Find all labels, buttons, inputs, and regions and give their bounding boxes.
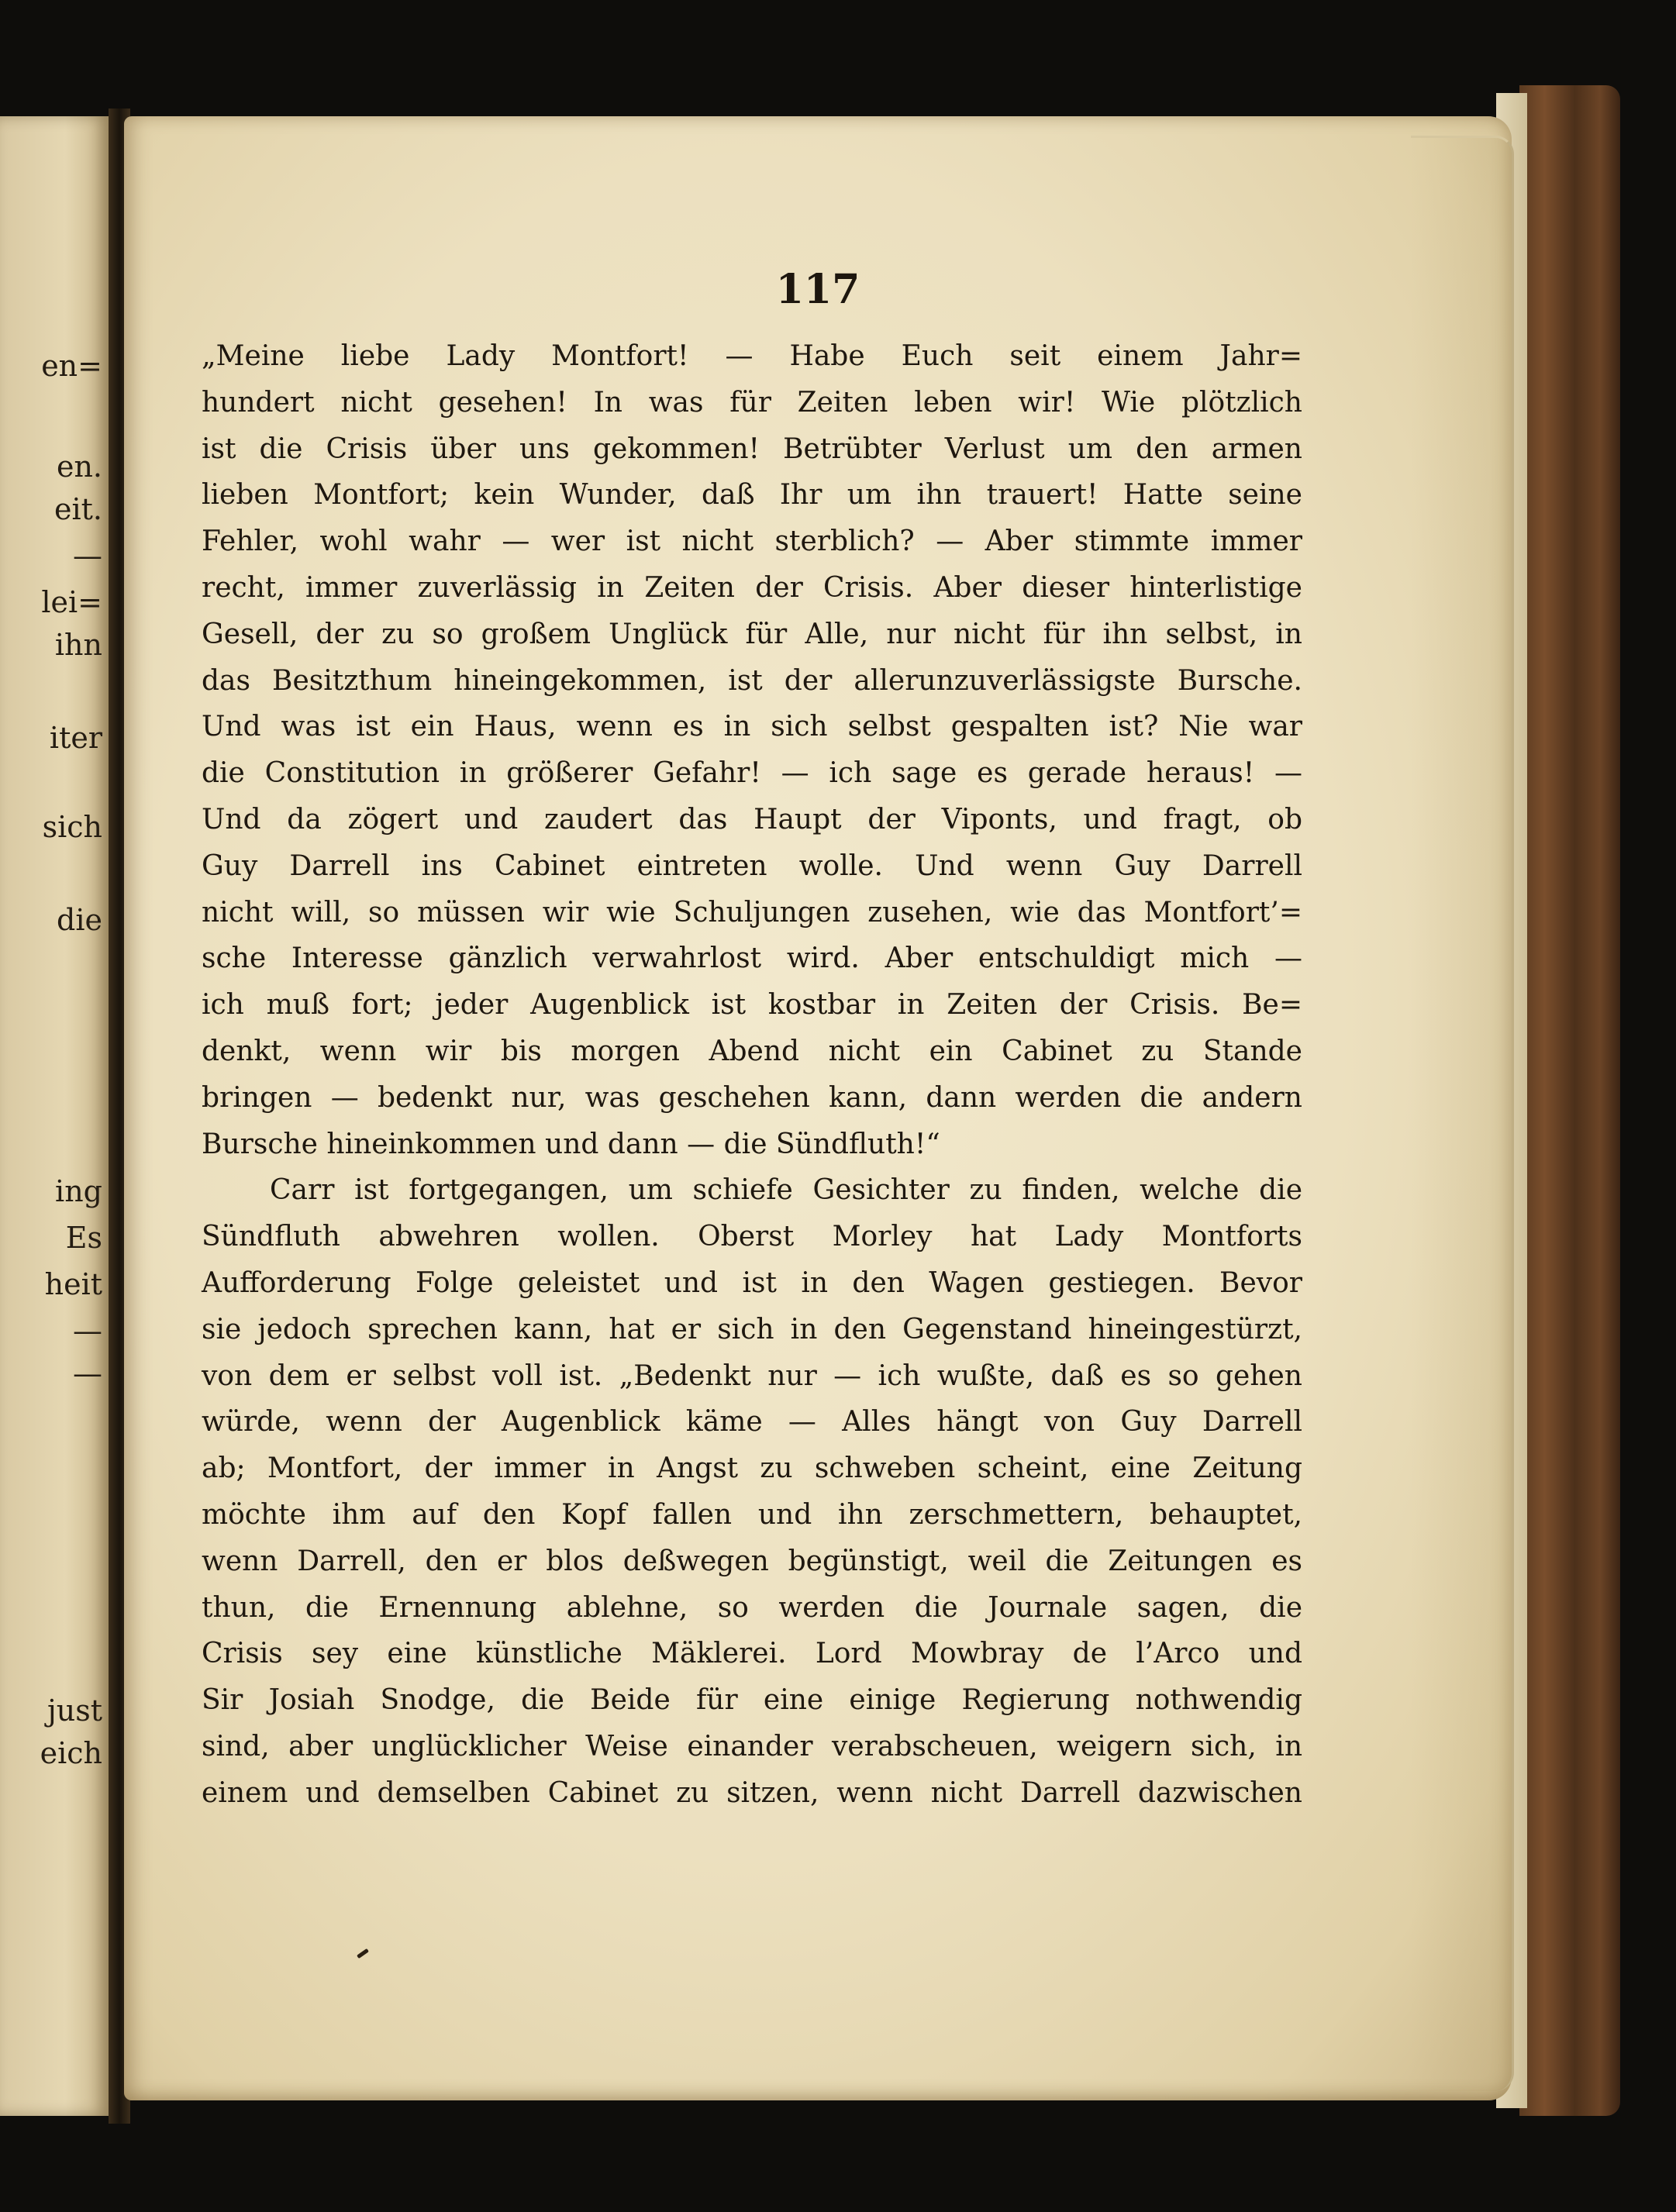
text-line: sche Interesse gänzlich verwahrlost wird. Aber entschuldigt mich — [202, 942, 1302, 975]
text-line: ich muß fort; jeder Augenblick ist kostbar in Zeiten der Crisis. Be= [202, 989, 1302, 1022]
text-line: Gesell, der zu so großem Unglück für Alle, nur nicht für ihn selbst, in [202, 618, 1302, 650]
page-edges [1411, 136, 1514, 2091]
text-line: lieben Montfort; kein Wunder, daß Ihr um ihn trauert! Hatte seine [202, 479, 1302, 512]
left-page-fragment: ihn [54, 628, 102, 662]
left-page-fragment: iter [49, 721, 102, 755]
page-body-text [202, 333, 1302, 1817]
text-line: von dem er selbst voll ist. „Bedenkt nur — ich wußte, daß es so gehen [202, 1359, 1302, 1392]
text-line: die Constitution in größerer Gefahr! — ich sage es gerade heraus! — [202, 757, 1302, 790]
text-line: Guy Darrell ins Cabinet eintreten wolle. Und wenn Guy Darrell [202, 849, 1302, 882]
text-line: Sündfluth abwehren wollen. Oberst Morley hat Lady Montforts [202, 1221, 1302, 1253]
text-line: hundert nicht gesehen! In was für Zeiten leben wir! Wie plötzlich [202, 386, 1302, 419]
left-page-fragment: eich [40, 1736, 102, 1770]
text-line: Und was ist ein Haus, wenn es in sich selbst gespalten ist? Nie war [202, 711, 1302, 743]
left-page-fragment: die [57, 903, 102, 937]
text-line: möchte ihm auf den Kopf fallen und ihn zerschmettern, behauptet, [202, 1498, 1302, 1531]
left-page-fragment: just [47, 1693, 102, 1728]
left-page-fragment: sich [42, 810, 102, 844]
text-line: „Meine liebe Lady Montfort! — Habe Euch seit einem Jahr= [202, 340, 1302, 372]
facing-page-left [0, 116, 109, 2116]
text-line: Crisis sey eine künstliche Mäklerei. Lord Mowbray de l’Arco und [202, 1638, 1302, 1670]
ink-mark [357, 1948, 369, 1959]
text-line: thun, die Ernennung ablehne, so werden die Journale sagen, die [202, 1591, 1302, 1624]
left-page-fragment: — [73, 539, 102, 573]
text-line: Bursche hineinkommen und dann — die Sündfluth!“ [202, 1128, 940, 1160]
text-line: wenn Darrell, den er blos deßwegen begünstigt, weil die Zeitungen es [202, 1545, 1302, 1577]
text-line: sie jedoch sprechen kann, hat er sich in den Gegenstand hineingestürzt, [202, 1313, 1302, 1345]
left-page-fragment: heit [44, 1267, 102, 1301]
text-line: Sir Josiah Snodge, die Beide für eine einige Regierung nothwendig [202, 1684, 1302, 1717]
left-page-fragment: lei= [41, 585, 102, 619]
left-page-fragment: — [73, 1356, 102, 1390]
text-line: Carr ist fortgegangen, um schiefe Gesichter zu finden, welche die [270, 1174, 1302, 1207]
text-line: Aufforderung Folge geleistet und ist in den Wagen gestiegen. Bevor [202, 1266, 1302, 1299]
left-page-fragment: en. [56, 450, 102, 484]
left-page-fragment: ing [55, 1174, 102, 1208]
text-line: Fehler, wohl wahr — wer ist nicht sterblich? — Aber stimmte immer [202, 525, 1302, 558]
text-line: würde, wenn der Augenblick käme — Alles hängt von Guy Darrell [202, 1406, 1302, 1438]
left-page-fragment: Es [65, 1221, 102, 1255]
text-line: einem und demselben Cabinet zu sitzen, wenn nicht Darrell dazwischen [202, 1776, 1302, 1809]
text-line: bringen — bedenkt nur, was geschehen kann, dann werden die andern [202, 1081, 1302, 1114]
text-line: Und da zögert und zaudert das Haupt der Viponts, und fragt, ob [202, 803, 1302, 836]
text-line: recht, immer zuverlässig in Zeiten der Crisis. Aber dieser hinterlistige [202, 571, 1302, 604]
leather-cover [1519, 85, 1620, 2116]
text-line: nicht will, so müssen wir wie Schuljungen zusehen, wie das Montfort’= [202, 896, 1302, 929]
text-line: ab; Montfort, der immer in Angst zu schweben scheint, eine Zeitung [202, 1452, 1302, 1485]
text-line: ist die Crisis über uns gekommen! Betrübter Verlust um den armen [202, 432, 1302, 465]
text-line: sind, aber unglücklicher Weise einander verabscheuen, weigern sich, in [202, 1730, 1302, 1762]
left-page-fragment: eit. [54, 492, 102, 526]
left-page-fragment: en= [41, 349, 102, 383]
page-number: 117 [775, 266, 860, 313]
text-line: das Besitzthum hineingekommen, ist der allerunzuverlässigste Bursche. [202, 664, 1302, 697]
left-page-fragment: — [73, 1314, 102, 1348]
text-line: denkt, wenn wir bis morgen Abend nicht ein Cabinet zu Stande [202, 1035, 1302, 1067]
book-page [124, 116, 1512, 2100]
